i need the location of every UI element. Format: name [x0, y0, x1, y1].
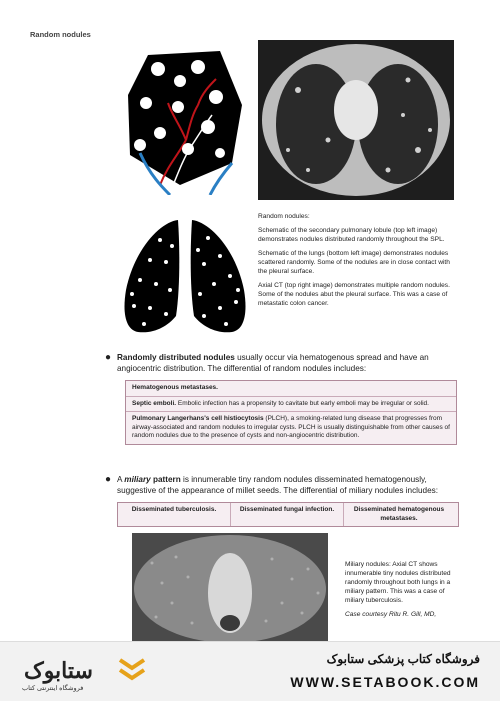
miliary-differential-table: [117, 502, 459, 527]
caption-paragraph-2: Schematic of the lungs (bottom left image) demonstrates nodules scattered randomly. Some of the nodules are in close contact with the pleural surface.: [258, 250, 450, 275]
ct-miliary-nodules-image: [132, 533, 328, 645]
secondary-lobule-schematic: [120, 45, 250, 195]
setabook-logo-icon: [118, 656, 146, 686]
diff-row-metastases: Hematogenous metastases.: [126, 381, 456, 397]
setabook-footer-banner: [0, 641, 500, 701]
miliary-caption-credit: Case courtesy Ritu R. Gill, MD,: [345, 611, 437, 618]
miliary-cell-tb: Disseminated tuberculosis.: [118, 503, 231, 526]
bullet-dot: ●: [105, 474, 112, 485]
miliary-cell-metastases: Disseminated hematogenous metastases.: [353, 506, 445, 522]
bullet-lead: Randomly distributed nodules: [117, 353, 235, 362]
section-title: Random nodules: [30, 30, 91, 39]
caption-paragraph-3: Axial CT (top right image) demonstrates multiple random nodules. Some of the nodules abut the pleural surface. This was a case of metastatic colon cancer.: [258, 282, 450, 307]
random-nodules-caption: [258, 212, 458, 313]
setabook-brand-persian: فروشگاه کتاب پزشکی ستابوک: [326, 652, 480, 666]
bullet-random-nodules: [105, 352, 462, 374]
bullet-miliary-pattern: ● A miliary pattern is innumerable tiny random nodules disseminated hematogenously, suggestive of the appearance of millet seeds. The differential of miliary nodules includes:: [105, 474, 439, 495]
setabook-url: WWW.SETABOOK.COM: [290, 674, 480, 690]
miliary-caption: [345, 560, 455, 624]
bullet-text: usually occur via hematogenous spread and have an angiocentric distribution. The differential of random nodules includes:: [117, 353, 429, 373]
ct-random-nodules-image: [258, 40, 454, 200]
bullet-dot: ●: [105, 352, 112, 363]
setabook-logo-subtitle: فروشگاه اینترنتی کتاب: [22, 685, 84, 692]
diff-row-septic-emboli: Septic emboli. Embolic infection has a propensity to cavitate but early emboli may be irregular or solid.: [126, 397, 456, 413]
random-differential-box: [125, 380, 457, 445]
setabook-logo-text: ستابوک: [24, 658, 93, 683]
caption-paragraph-1: Schematic of the secondary pulmonary lobule (top left image) demonstrates nodules distributed randomly throughout the SPL.: [258, 227, 445, 243]
lungs-schematic: [120, 210, 250, 340]
caption-heading: Random nodules:: [258, 213, 310, 220]
miliary-cell-fungal: Disseminated fungal infection.: [231, 503, 344, 526]
miliary-caption-text: Miliary nodules: Axial CT shows innumerable tiny nodules distributed randomly throughout both lungs in a miliary pattern. This was a case of miliary tuberculosis.: [345, 561, 451, 604]
diff-row-plch: Pulmonary Langerhans's cell histiocytosis (PLCH), a smoking-related lung disease that progresses from airway-associated and random nodules to irregular cysts. PLCH is usually distinguishable from other causes of random nodules due to the presence of cysts and non-angiocentric distribution.: [132, 415, 450, 439]
